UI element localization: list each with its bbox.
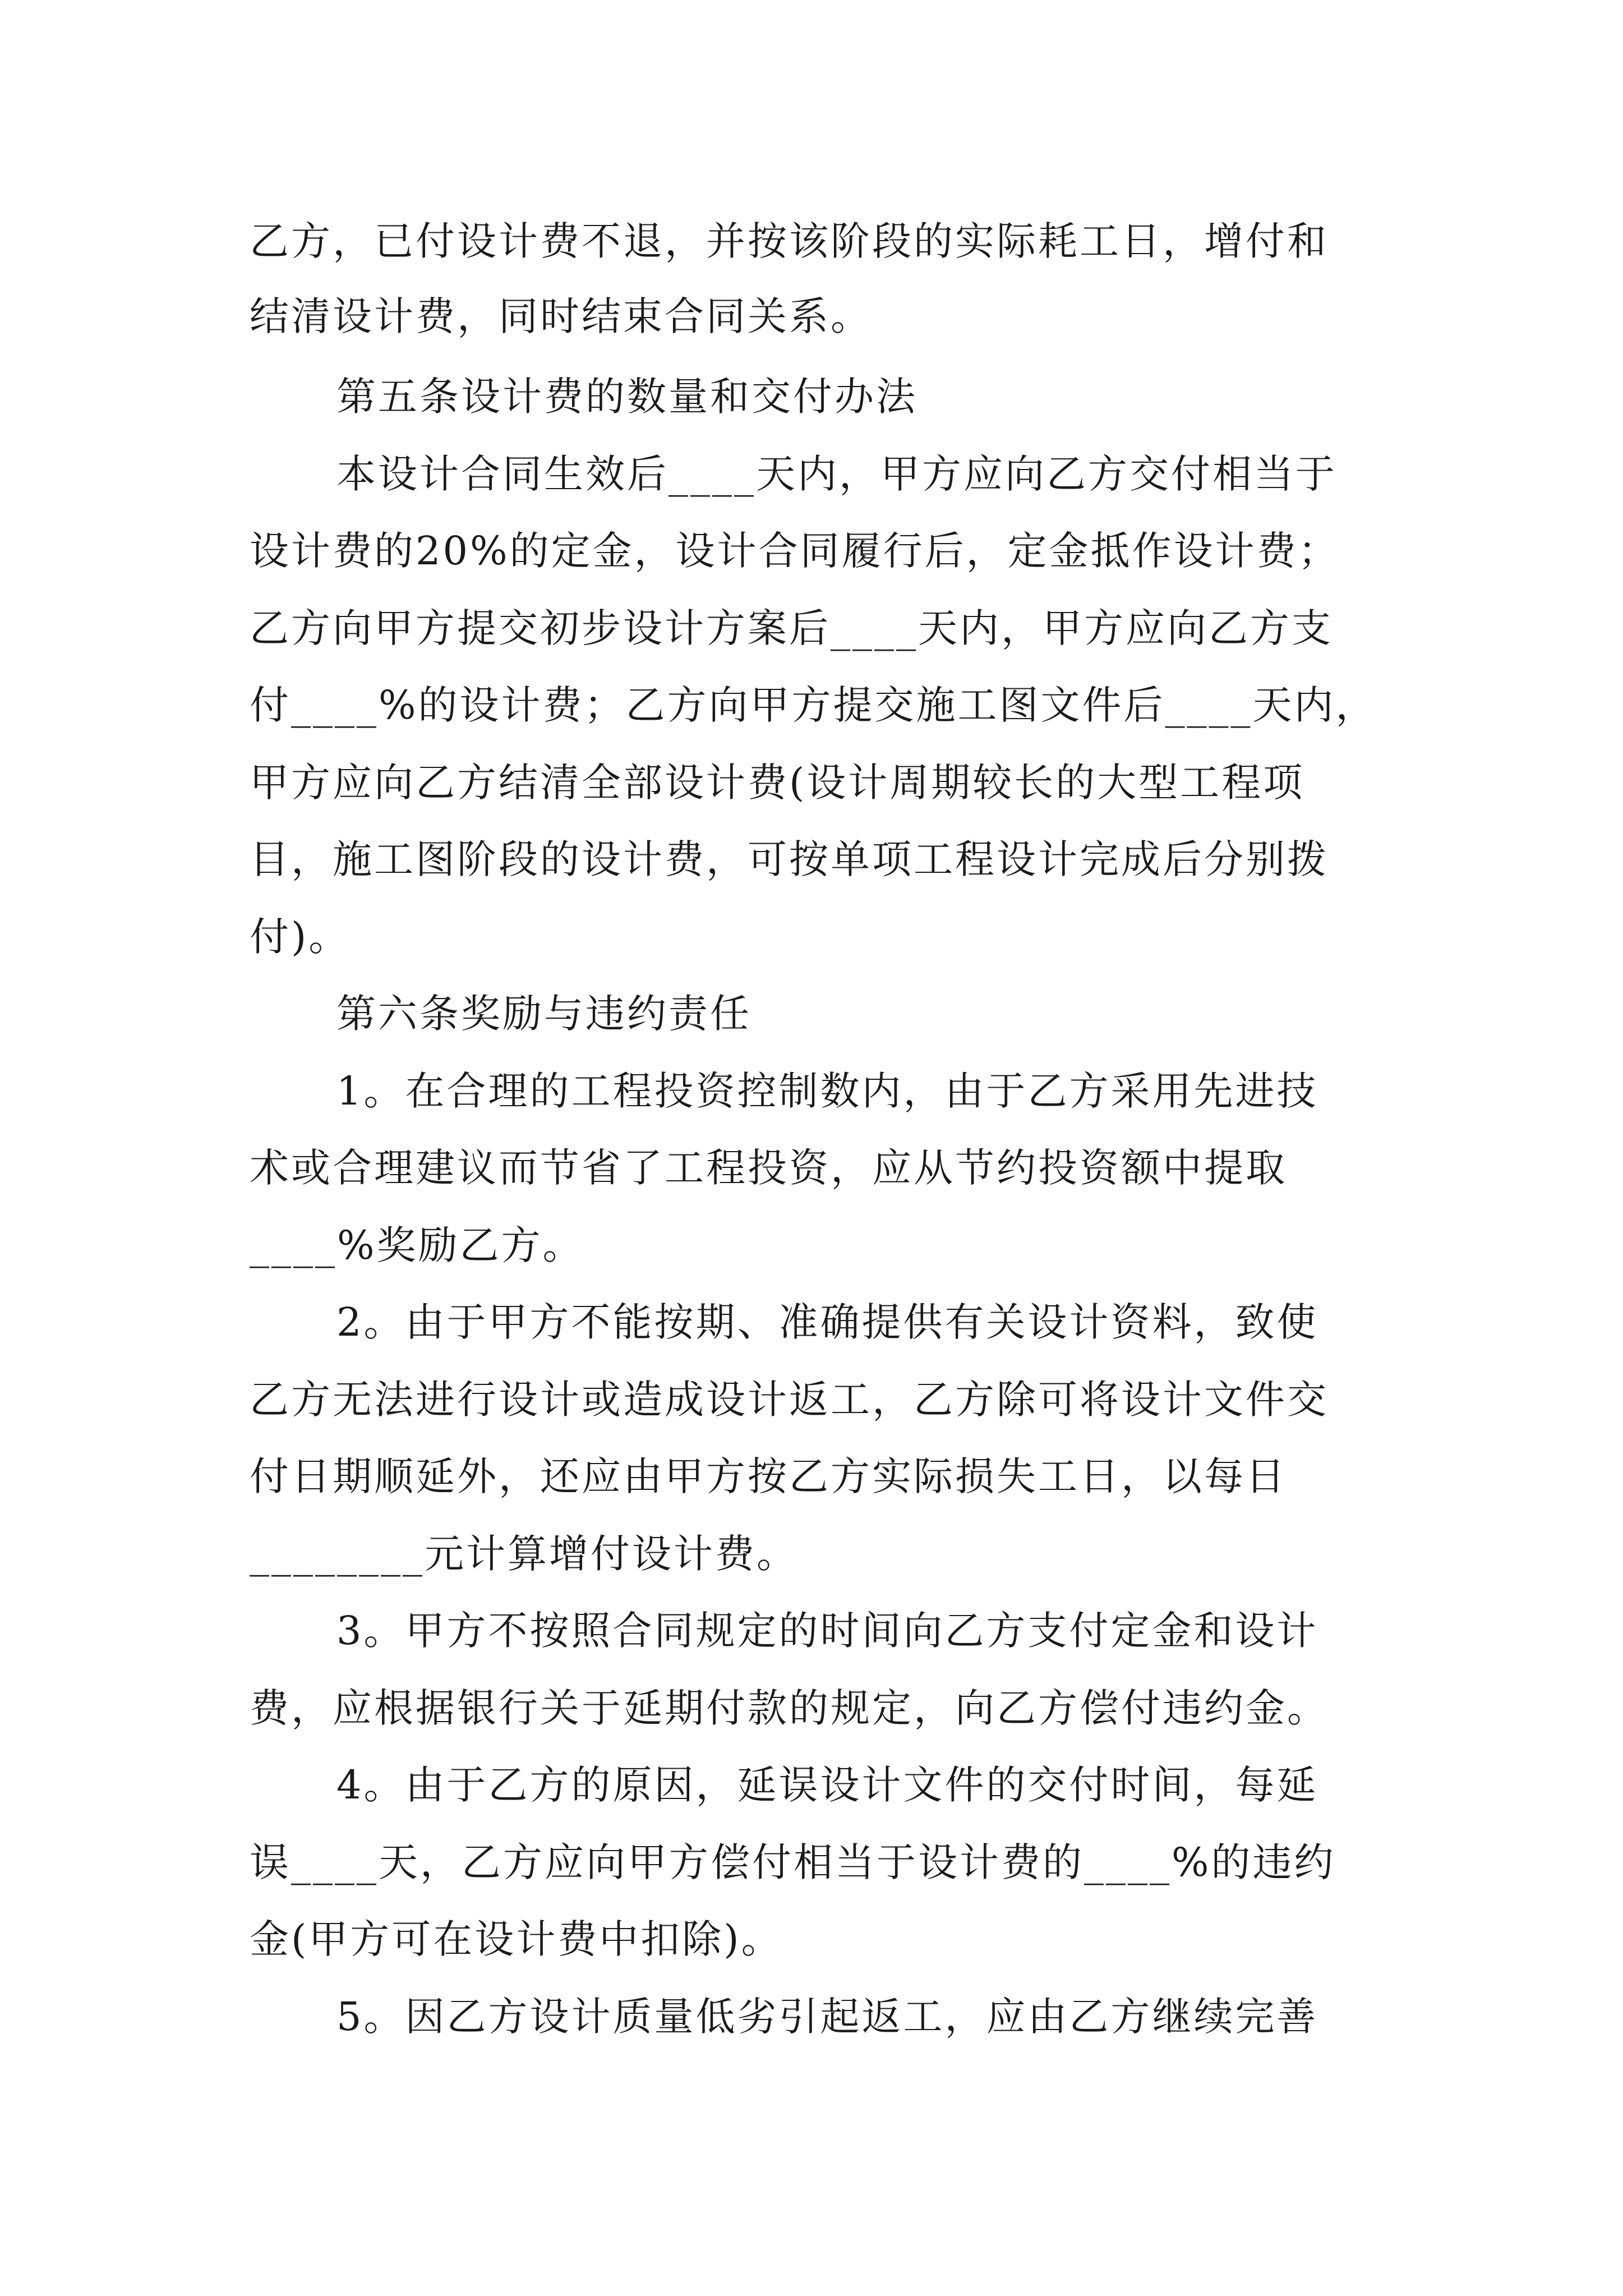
text-line-13: 术或合理建议而节省了工程投资，应从节约投资额中提取 bbox=[250, 1145, 1287, 1191]
text-line-17: 付日期顺延外，还应由甲方按乙方实际损失工日，以每日 bbox=[250, 1453, 1287, 1499]
text-line-23: 金(甲方可在设计费中扣除)。 bbox=[250, 1916, 783, 1962]
text-line-7: 付____%的设计费；乙方向甲方提交施工图文件后____天内， bbox=[250, 682, 1377, 728]
text-line-18: ________元计算增付设计费。 bbox=[250, 1531, 798, 1577]
text-line-24: 5。因乙方设计质量低劣引起返工，应由乙方继续完善 bbox=[336, 1994, 1318, 2040]
text-line-4: 本设计合同生效后____天内，甲方应向乙方交付相当于 bbox=[336, 451, 1337, 497]
text-line-9: 目，施工图阶段的设计费，可按单项工程设计完成后分别拨 bbox=[250, 836, 1329, 882]
section-heading-5: 第五条设计费的数量和交付办法 bbox=[336, 374, 917, 420]
text-line-5: 设计费的20%的定金，设计合同履行后，定金抵作设计费； bbox=[250, 528, 1340, 574]
text-line-1: 乙方，已付设计费不退，并按该阶段的实际耗工日，增付和 bbox=[250, 218, 1329, 264]
text-line-16: 乙方无法进行设计或造成设计返工，乙方除可将设计文件交 bbox=[250, 1377, 1329, 1423]
text-line-8: 甲方应向乙方结清全部设计费(设计周期较长的大型工程项 bbox=[250, 760, 1305, 806]
text-line-6: 乙方向甲方提交初步设计方案后____天内，甲方应向乙方支 bbox=[250, 605, 1333, 651]
text-line-15: 2。由于甲方不能按期、准确提供有关设计资料，致使 bbox=[336, 1299, 1318, 1345]
section-heading-6: 第六条奖励与违约责任 bbox=[336, 991, 751, 1037]
text-line-19: 3。甲方不按照合同规定的时间向乙方支付定金和设计 bbox=[336, 1608, 1318, 1654]
text-line-22: 误____天，乙方应向甲方偿付相当于设计费的____%的违约 bbox=[250, 1839, 1336, 1885]
text-line-2: 结清设计费，同时结束合同关系。 bbox=[250, 293, 872, 339]
text-line-20: 费，应根据银行关于延期付款的规定，向乙方偿付违约金。 bbox=[250, 1685, 1329, 1731]
text-line-21: 4。由于乙方的原因，延误设计文件的交付时间，每延 bbox=[336, 1762, 1318, 1808]
text-line-10: 付)。 bbox=[250, 914, 351, 960]
text-line-12: 1。在合理的工程投资控制数内，由于乙方采用先进技 bbox=[336, 1068, 1318, 1114]
text-line-14: ____%奖励乙方。 bbox=[250, 1222, 584, 1268]
